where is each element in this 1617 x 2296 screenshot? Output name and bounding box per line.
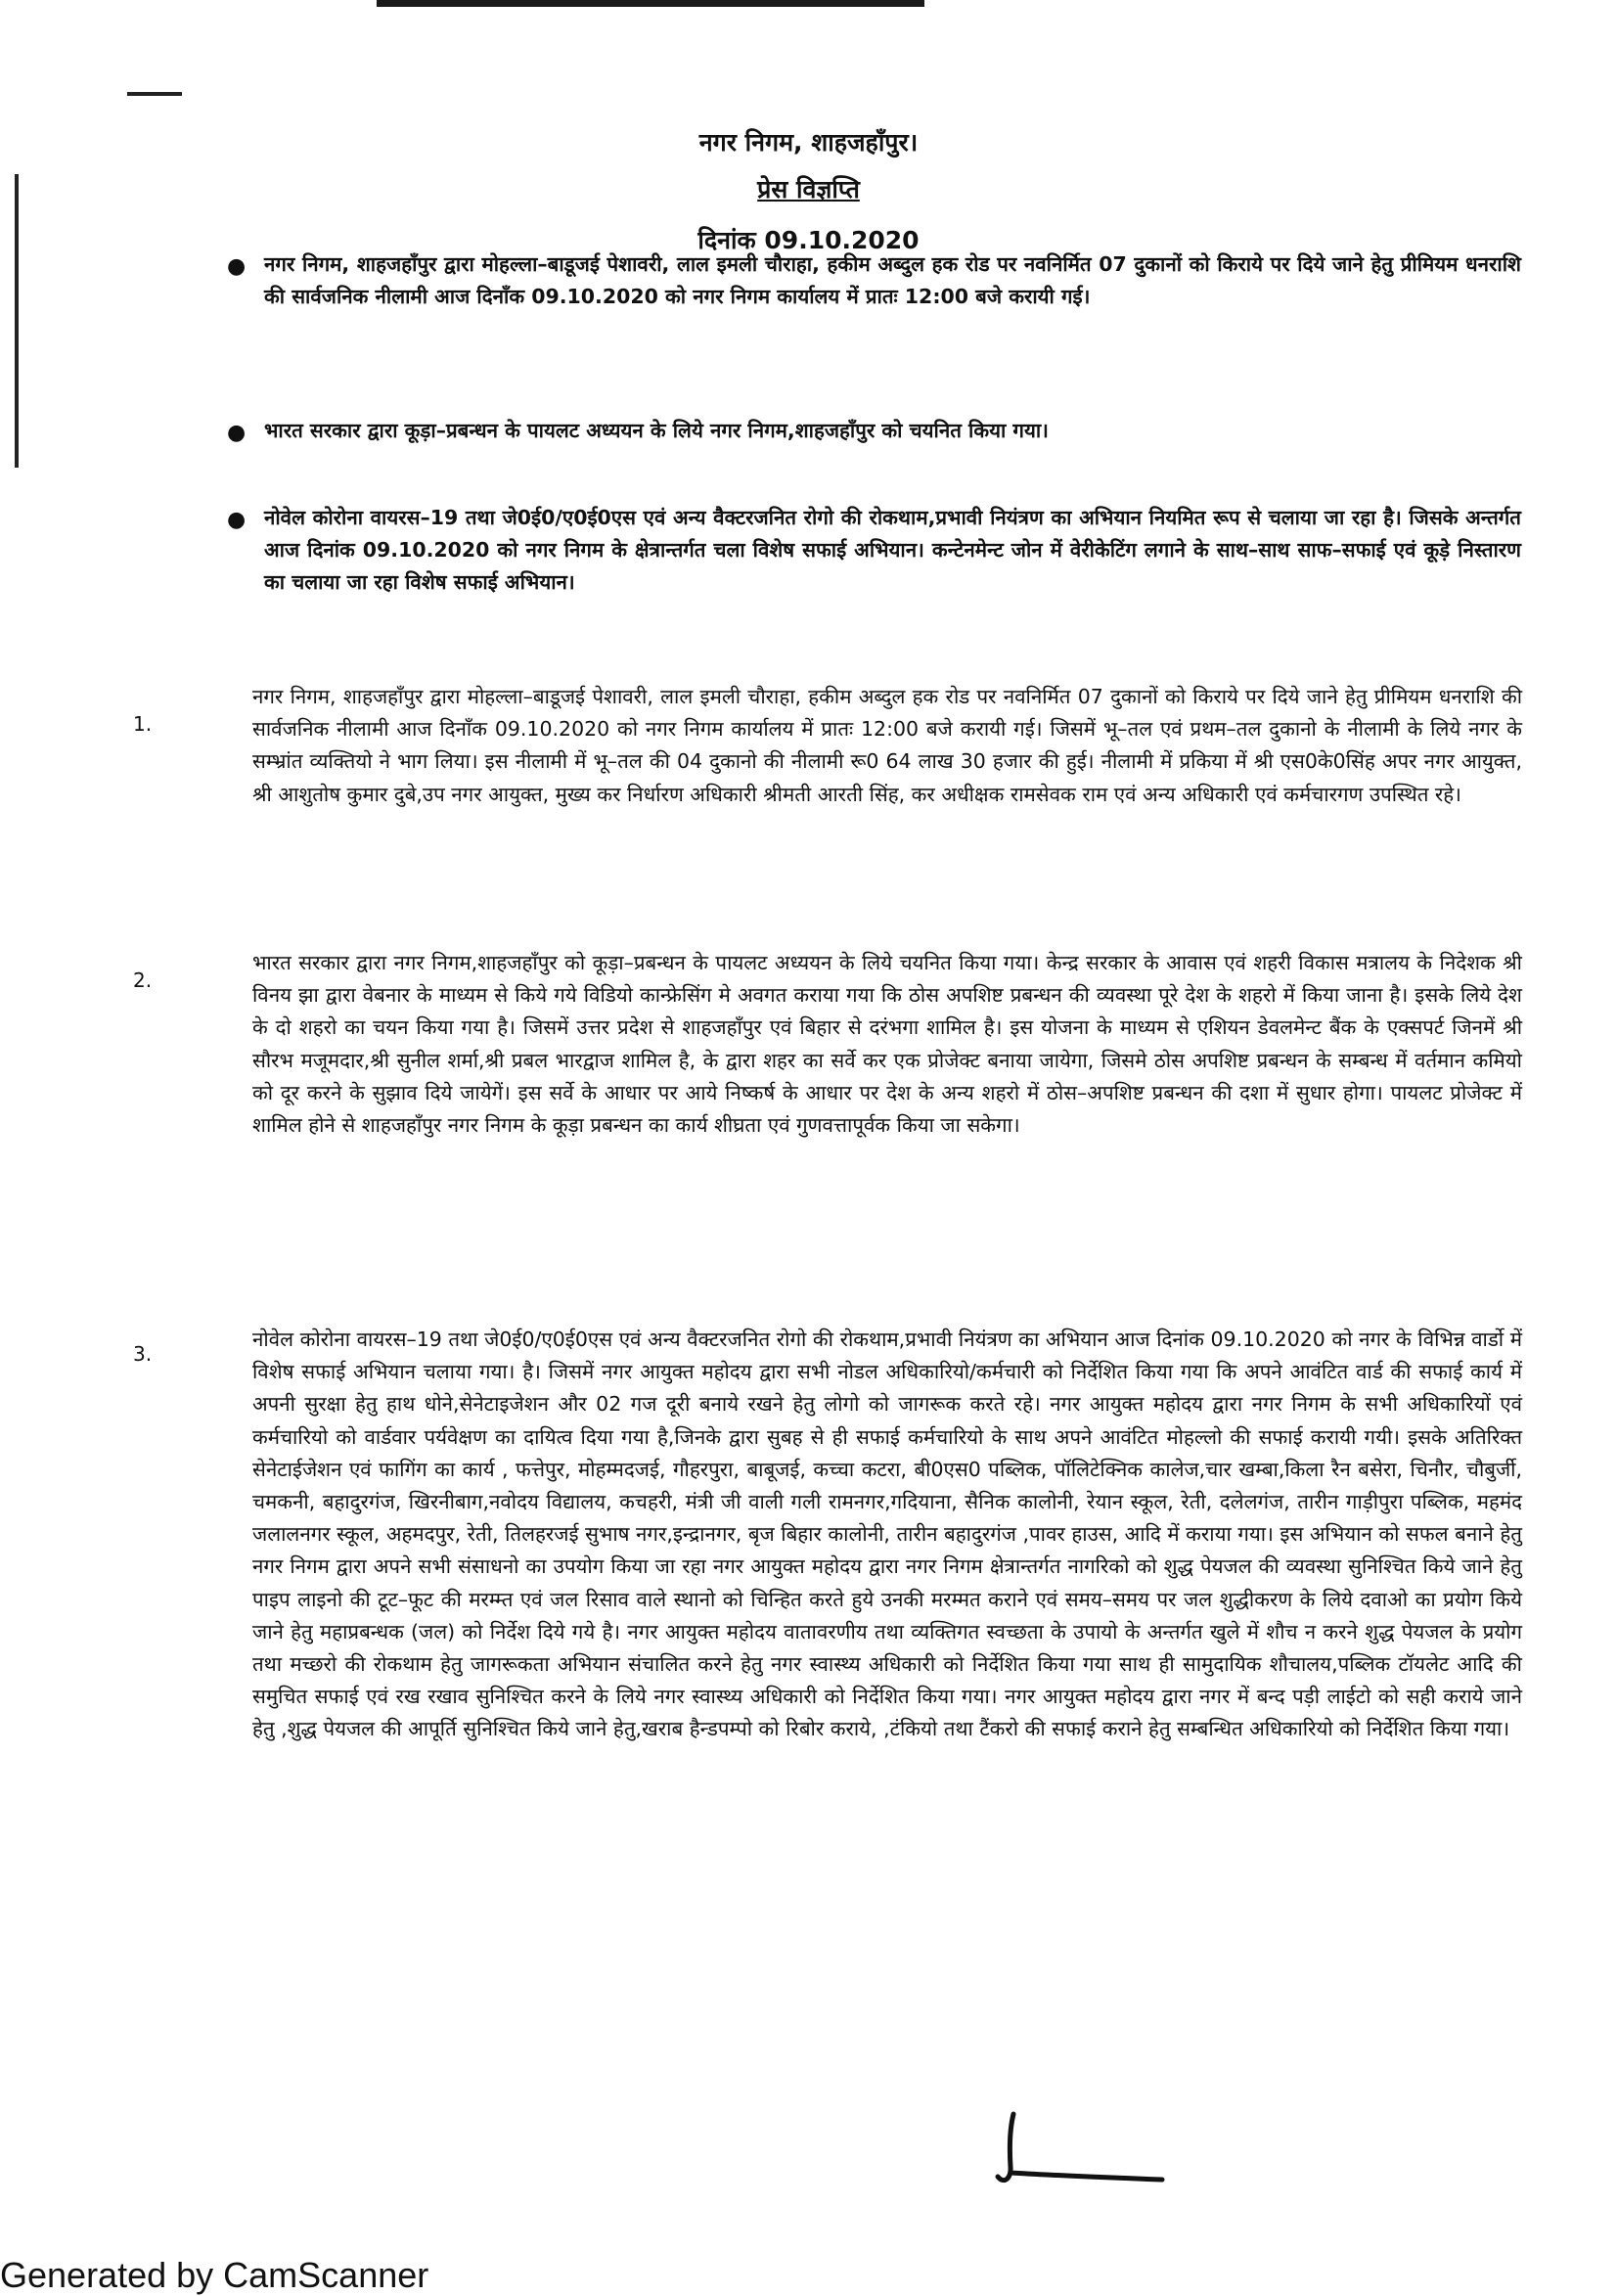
summary-item-3: नोवेल कोरोना वायरस–19 तथा जे0ई0/ए0ई0एस एवं अन्य वैक्टरजनित रोगो की रोकथाम,प्रभावी नियंत्रण का अभियान नियमित रूप से चलाया जा रहा है। जिसके अन्तर्गत आज दिनांक 09.10.2020 को नगर निगम के क्षेत्रान्तर्गत चला विशेष सफाई अभियान। कन्टेनमेन्ट जोन में वेरीकेटिंग लगाने के साथ–साथ साफ–सफाई एवं कूड़े निस्तारण का चलाया जा रहा विशेष सफाई अभियान। — [264, 506, 1521, 594]
bullet-icon: ● — [227, 508, 247, 532]
office-title: नगर निगम, शाहजहाँपुर। — [698, 128, 919, 157]
paragraph-number: 2. — [133, 968, 153, 992]
bullet-icon: ● — [227, 421, 247, 445]
scan-left-edge — [15, 174, 19, 468]
paragraph-2: भारत सरकार द्वारा नगर निगम,शाहजहाँपुर को कूड़ा–प्रबन्धन के पायलट अध्ययन के लिये चयनित किया गया। केन्द्र सरकार के आवास एवं शहरी विकास मत्रालय के निदेशक श्री विनय झा द्वारा वेबनार के माध्यम से किये गये विडियो कान्फ्रेसिंग मे अवगत कराया गया कि ठोस अपशिष्ट प्रबन्धन की व्यवस्था पूरे देश के शहरो में किया जाना है। इसके लिये देश के दो शहरो का चयन किया गया है। जिसमें उत्तर प्रदेश से शाहजहाँपुर एवं बिहार से दरंभगा शामिल है। इस योजना के माध्यम से एशियन डेवलमेन्ट बैंक के एक्सपर्ट जिनमें श्री सौरभ मजूमदार,श्री सुनील शर्मा,श्री प्रबल भारद्वाज शामिल है, के द्वारा शहर का सर्वे कर एक प्रोजेक्ट बनाया जायेगा, जिसमे ठोस अपशिष्ट प्रबन्धन के सम्बन्ध में वर्तमान कमियो को दूर करने के सुझाव दिये जायेगें। इस सर्वे के आधार पर आये निष्कर्ष के आधार पर देश के अन्य शहरो में ठोस–अपशिष्ट प्रबन्धन की दशा में सुधार होगा। पायलट प्रोजेक्ट में शामिल होने से शाहजहाँपुर नगर निगम के कूड़ा प्रबन्धन का कार्य शीघ्रता एवं गुणवत्तापूर्वक किया जा सकेगा। — [252, 951, 1522, 1138]
press-release-label: प्रेस विज्ञप्ति — [757, 175, 860, 203]
scanner-watermark: Generated by CamScanner — [0, 2255, 429, 2295]
paragraph-3: नोवेल कोरोना वायरस–19 तथा जे0ई0/ए0ई0एस एवं अन्य वैक्टरजनित रोगो की रोकथाम,प्रभावी नियंत्रण का अभियान आज दिनांक 09.10.2020 को नगर के विभिन्न वार्डो में विशेष सफाई अभियान चलाया गया। है। जिसमें नगर आयुक्त महोदय द्वारा सभी नोडल अधिकारियो/कर्मचारी को निर्देशित किया गया कि अपने आवंटित वार्ड की सफाई कार्य में अपनी सुरक्षा हेतु हाथ धोने,सेनेटाइजेशन और 02 गज दूरी बनाये रखने हेतु लोगो को जागरूक करते रहे। नगर आयुक्त महोदय द्वारा नगर निगम के सभी अधिकारियों एवं कर्मचारियो को वार्डवार पर्यवेक्षण का दायित्व दिया गया है,जिनके द्वारा सुबह से ही सफाई कर्मचारियो के साथ अपने आवंटित मोहल्लो की सफाई करायी गयी। इसके अतिरिक्त सेनेटाईजेशन एवं फागिंग का कार्य , फत्तेपुर, मोहम्मदजई, गौहरपुरा, बाबूजई, कच्चा कटरा, बी0एस0 पब्लिक, पॉलिटेक्निक कालेज,चार खम्बा,किला रैन बसेरा, चिनौर, चौबुर्जी, चमकनी, बहादुरगंज, खिरनीबाग,नवोदय विद्यालय, कचहरी, मंत्री जी वाली गली रामनगर,गदियाना, सैनिक कालोनी, रेयान स्कूल, रेती, दलेलगंज, तारीन गाड़ीपुरा पब्लिक, महमंद जलालनगर स्कूल, अहमदपुर, रेती, तिलहरजई सुभाष नगर,इन्द्रानगर, बृज बिहार कालोनी, तारीन बहादुरगंज ,पावर हाउस, आदि में कराया गया। इस अभियान को सफल बनाने हेतु नगर निगम द्वारा अपने सभी संसाधनो का उपयोग किया जा रहा नगर आयुक्त महोदय द्वारा नगर निगम क्षेत्रान्तर्गत नागरिको को शुद्ध पेयजल की व्यवस्था सुनिश्चित किये जाने हेतु पाइप लाइनो की टूट–फूट की मरम्म्त एवं जल रिसाव वाले स्थानो को चिन्हित करते हुये उनकी मरम्मत कराने एवं समय–समय पर जल शुद्धीकरण के लिये दवाओ का प्रयोग किये जाने हेतु महाप्रबन्धक (जल) को निर्देश दिये गये है। नगर आयुक्त महोदय वातावरणीय तथा व्यक्तिगत स्वच्छता के उपायो के अन्तर्गत खुले में शौच न करने शुद्ध पेयजल के प्रयोग तथा मच्छरो की रोकथाम हेतु जागरूकता अभियान संचालित करने हेतु नगर स्वास्थ्य अधिकारी को निर्देशित किया गया साथ ही सामुदायिक शौचालय,पब्लिक टॉयलेट आदि की समुचित सफाई एवं रख रखाव सुनिश्चित करने के लिये नगर स्वास्थ्य अधिकारी को निर्देशित किया गया। नगर आयुक्त महोदय द्वारा नगर में बन्द पड़ी लाईटो को सही कराये जाने हेतु ,शुद्ध पेयजल की आपूर्ति सुनिश्चित किये जाने हेतु,खराब हैन्डपम्पो को रिबोर कराये, ,टंकियो तथा टैंकरो की सफाई कराने हेतु सम्बन्धित अधिकारियो को निर्देशित किया गया। — [252, 1328, 1522, 1741]
summary-item-1: नगर निगम, शाहजहाँपुर द्वारा मोहल्ला–बाडूजई पेशावरी, लाल इमली चौराहा, हकीम अब्दुल हक रोड पर नवनिर्मित 07 दुकानों को किराये पर दिये जाने हेतु प्रीमियम धनराशि की सार्वजनिक नीलामी आज दिनाँक 09.10.2020 को नगर निगम कार्यालय में प्रातः 12:00 बजे करायी गई। — [264, 252, 1521, 308]
summary-item-2: भारत सरकार द्वारा कूड़ा–प्रबन्धन के पायलट अध्ययन के लिये नगर निगम,शाहजहाँपुर को चयनित किया गया। — [264, 419, 1049, 442]
press-release-heading — [0, 172, 1617, 205]
signature-mark — [990, 2108, 1166, 2196]
bullet-icon: ● — [227, 254, 247, 279]
paragraph-1: नगर निगम, शाहजहाँपुर द्वारा मोहल्ला–बाडूजई पेशावरी, लाल इमली चौराहा, हकीम अब्दुल हक रोड पर नवनिर्मित 07 दुकानों को किराये पर दिये जाने हेतु प्रीमियम धनराशि की सार्वजनिक नीलामी आज दिनाँक 09.10.2020 को नगर निगम कार्यालय में प्रातः 12:00 बजे करायी गई। जिसमें भू–तल एवं प्रथम–तल दुकानो के नीलामी के लिये नगर के सम्भ्रांत व्यक्तियो ने भाग लिया। इस नीलामी में भू–तल की 04 दुकानो की नीलामी रू0 64 लाख 30 हजार की हुई। नीलामी में प्रकिया में श्री एस0के0सिंह अपर नगर आयुक्त, श्री आशुतोष कुमार दुबे,उप नगर आयुक्त, मुख्य कर निर्धारण अधिकारी श्रीमती आरती सिंह, कर अधीक्षक रामसेवक राम एवं अन्य अधिकारी एवं कर्मचारगण उपस्थित रहे। — [252, 685, 1522, 806]
scan-top-edge — [377, 0, 924, 7]
paragraph-number: 1. — [133, 712, 153, 736]
scan-margin-mark — [127, 92, 182, 96]
paragraph-number: 3. — [133, 1342, 153, 1366]
release-date: दिनांक 09.10.2020 — [697, 226, 920, 254]
